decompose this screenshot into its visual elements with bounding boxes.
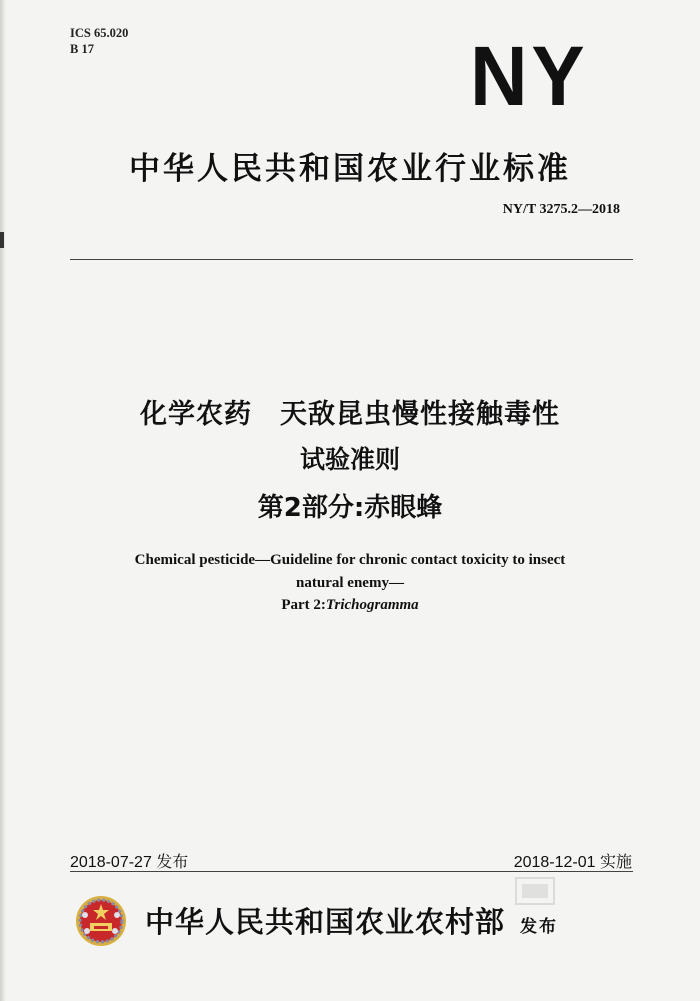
chinese-title-line-1: 化学农药 天敌昆虫慢性接触毒性	[140, 399, 560, 430]
classification-codes	[70, 25, 128, 57]
implementation-date: 2018-12-01 实施	[513, 854, 632, 871]
standard-category-title: 中华人民共和国农业行业标准	[129, 151, 571, 187]
english-genus-name: Trichogramma	[325, 597, 419, 613]
bottom-divider	[70, 871, 633, 872]
chinese-title-line-2: 试验准则	[299, 445, 400, 474]
english-part-prefix: Part 2:	[281, 597, 326, 613]
national-emblem-icon	[75, 895, 127, 947]
english-title-line-3	[0, 595, 700, 616]
faint-stamp-mark	[514, 876, 556, 906]
issue-date: 2018-07-27 发布	[70, 854, 189, 871]
class-code: B 17	[70, 42, 94, 56]
standard-number: NY/T 3275.2—2018	[502, 202, 620, 217]
top-divider	[70, 259, 633, 260]
issue-label: 发布	[520, 917, 558, 937]
chinese-title-line-3: 第2部分:赤眼蜂	[257, 493, 443, 523]
ny-logo: NY	[470, 29, 589, 123]
english-title-line-1: Chemical pesticide—Guideline for chronic contact toxicity to insect	[134, 552, 566, 568]
english-title-line-2: natural enemy—	[296, 575, 404, 591]
scan-edge-mark	[0, 232, 4, 248]
ics-code: ICS 65.020	[70, 26, 129, 40]
issuing-authority: 中华人民共和国农业农村部	[145, 905, 506, 939]
